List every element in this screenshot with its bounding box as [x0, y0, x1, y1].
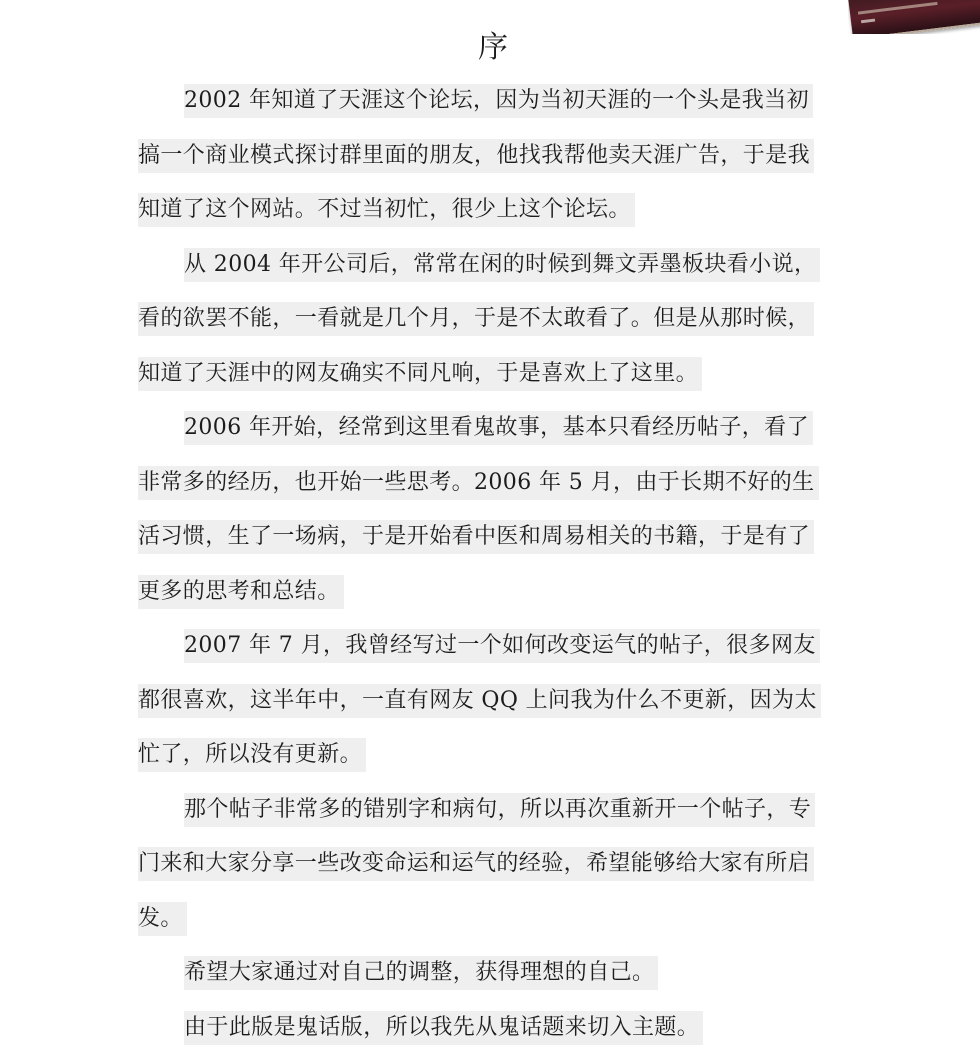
paragraph-line: 看的欲罢不能，一看就是几个月，于是不太敢看了。但是从那时候， — [138, 302, 814, 336]
corner-book-image — [848, 0, 980, 34]
text-line-row — [138, 621, 838, 676]
paragraph-first-line: 希望大家通过对自己的调整，获得理想的自己。 — [184, 956, 658, 990]
text-line-row — [138, 403, 838, 458]
text-line-row — [138, 894, 838, 949]
text-line-row — [138, 294, 838, 349]
text-line-row — [138, 131, 838, 186]
document-page — [138, 24, 838, 1057]
paragraph-line: 活习惯，生了一场病，于是开始看中医和周易相关的书籍，于是有了 — [138, 520, 814, 554]
text-line-row — [138, 349, 838, 404]
paragraph-first-line: 从 2004 年开公司后，常常在闲的时候到舞文弄墨板块看小说， — [184, 248, 820, 282]
paragraph-line: 知道了天涯中的网友确实不同凡响，于是喜欢上了这里。 — [138, 357, 702, 391]
paragraph-first-line: 那个帖子非常多的错别字和病句，所以再次重新开一个帖子，专 — [184, 793, 815, 827]
paragraph-first-line: 由于此版是鬼话版，所以我先从鬼话题来切入主题。 — [184, 1011, 703, 1045]
paragraph-line: 知道了这个网站。不过当初忙，很少上这个论坛。 — [138, 193, 635, 227]
paragraph-first-line: 2006 年开始，经常到这里看鬼故事，基本只看经历帖子，看了 — [184, 411, 813, 445]
paragraph-line: 忙了，所以没有更新。 — [138, 738, 366, 772]
paragraph-line: 发。 — [138, 902, 187, 936]
text-line-row — [138, 185, 838, 240]
text-line-row — [138, 240, 838, 295]
text-line-row — [138, 676, 838, 731]
page-title: 序 — [138, 24, 838, 76]
text-line-row — [138, 839, 838, 894]
paragraph-first-line: 2002 年知道了天涯这个论坛，因为当初天涯的一个头是我当初 — [184, 84, 813, 118]
paragraph-line: 门来和大家分享一些改变命运和运气的经验，希望能够给大家有所启 — [138, 847, 814, 881]
text-line-row — [138, 730, 838, 785]
text-line-row — [138, 567, 838, 622]
paragraph-line: 非常多的经历，也开始一些思考。2006 年 5 月，由于长期不好的生 — [138, 466, 819, 500]
paragraph-line: 更多的思考和总结。 — [138, 575, 344, 609]
paragraph-line: 都很喜欢，这半年中，一直有网友 QQ 上问我为什么不更新，因为太 — [138, 684, 821, 718]
text-line-row — [138, 76, 838, 131]
text-line-row — [138, 458, 838, 513]
paragraph-first-line: 2007 年 7 月，我曾经写过一个如何改变运气的帖子，很多网友 — [184, 629, 820, 663]
text-line-row — [138, 948, 838, 1003]
text-line-row — [138, 1003, 838, 1057]
book-cover-fragment — [848, 0, 980, 34]
text-line-row — [138, 785, 838, 840]
text-line-row — [138, 512, 838, 567]
paragraph-line: 搞一个商业模式探讨群里面的朋友，他找我帮他卖天涯广告，于是我 — [138, 139, 814, 173]
document-body — [138, 76, 838, 1057]
